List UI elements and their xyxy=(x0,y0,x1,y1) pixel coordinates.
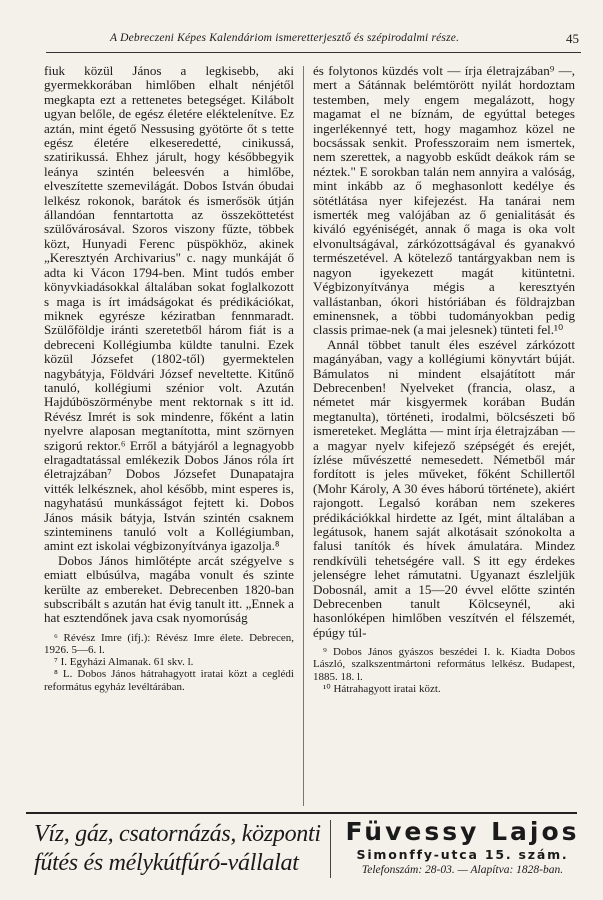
left-paragraph-1: fiuk közül János a legkisebb, aki gyermekkorában himlőben elhalt nénjétől megkapta ezt a rettenetes betegséget. Kilábolt ugyan belőle, de egész életére eléktelenítve. Ez aztán, mint égető Nessusing gyötörte őt s tette egész életére elkeseredetté, cinikussá, szatirikussá. Ehhez járult, hogy későbbegyik leánya szintén beleesvén a himlőbe, elveszítette szemevilágát. Dobos István óbudai lelkész rokonok, barátok és ismerősök útján állandóan fenntartotta az összeköttetést szülővárosával. Szoros viszony fűzte, többek közt, Hunyadi Ferenc püspökhöz, akinek „Keresztyén Archivarius" c. nagy munkáját ő adta ki Vácon 1794-ben. Mint tudós ember könyvkiadásokkal általában sokat foglalkozott s maga is írt imádságokat és prédikációkat, miknek egyrésze kéziratban fennmaradt. Szülőföldje iránti szeretetből három fiát is a debreceni Kollégiumba küldte tanulni. Ezek közül Józsefet (1802-től) gyermektelen nagybátyja, Földvári József neveltette. Kitűnő tanuló, kollégiumi szénior volt. Azután Hajdúböszörménybe ment rektornak s itt id. Révész Imrét is sok mindenre, főként a latin nyelvre alaposan megtanította, mint szörnyen szigorú rektor.⁶ Erről a bátyjáról a legnagyobb elragadtatással emlékezik Dobos János róla írt életrajzában⁷ Dobos Józsefet Dunapatajra vitték lelkésznek, ahol később, mint esperes is, nagyhatású munkásságot fejtett ki. Dobos János másik bátyja, István szintén csaknem szinteminens tanuló volt a Kollégiumban, amint ezt iskolai végbizonyítványa igazolja.⁸ xyxy=(44,63,294,554)
left-paragraph-2: Dobos János himlőtépte arcát szégyelve s emiatt elbúsúlva, magába vonult és szinte kerülte az embereket. Debrecenben 1820-ban subscribált s azután hat évig tanult itt. „Ennek a hat esztendőnek java csak nyomorúság xyxy=(44,552,294,626)
ad-line-1: Víz, gáz, csatornázás, központi xyxy=(34,821,321,847)
right-column xyxy=(313,64,575,695)
footnote-8: ⁸ L. Dobos János hátrahagyott iratai közt a ceglédi református egyház levéltárában. xyxy=(44,668,294,693)
footnote-9: ⁹ Dobos János gyászos beszédei I. k. Kiadta Dobos László, szalkszentmártoni református lelkész. Budapest, 1885. 18. l. xyxy=(313,646,575,683)
ad-company-block xyxy=(340,818,585,878)
running-header xyxy=(46,30,581,53)
ad-divider xyxy=(330,820,331,878)
ad-company-name: Füvessy Lajos xyxy=(345,817,580,846)
right-footnotes xyxy=(313,646,575,695)
left-column xyxy=(44,64,294,693)
ad-line-2: fűtés és mélykútfúró-vállalat xyxy=(34,850,299,876)
running-header-title: A Debreczeni Képes Kalendáriom ismeretterjesztő és szépirodalmi része. xyxy=(110,32,460,44)
right-paragraph-2: Annál többet tanult éles eszével zárkózott magányában, vagy a kollégiumi könyvtárt búját. Bámulatos ni mindent elsajátított már Debrecenben! Nyelveket (francia, olasz, a németet már kisgyermek korában Budán megtanulta), történeti, irodalmi, bölcsészeti bő ismereteket. Meglátta — mint írja életrajzában — a magyar nyelv kifejező szépségét és erejét, ízlése művészetté nemesedett. Németből már fordított is jeles műveket, főként Schillertől (Mohr Károly, A 30 éves háború története), akiért rajongott. Legalsó korában nem szekeres prédikációkkal hirdette az Igét, mint általában a legátusok, hanem saját alkotásait szónokolta a falusi tanítók és hívek ámulatára. Mindez rendkívüli tehetségére vall. S itt egy érdekes jelenségre lehet rámutatni. Ugyanazt észleljük Dobosnál, amit a 15—20 évvel előtte szintén Debrecenben tanult Kölcseynél, aki hasonlóképen himlőben veszítvén el félszemét, épúgy túl- xyxy=(313,336,575,640)
left-footnotes xyxy=(44,632,294,693)
ad-phone: Telefonszám: 28-03. — Alapítva: 1828-ban. xyxy=(361,864,564,876)
footnote-7: ⁷ I. Egyházi Almanak. 61 skv. l. xyxy=(54,656,194,669)
page-number: 45 xyxy=(566,31,579,46)
footnote-10: ¹⁰ Hátrahagyott iratai közt. xyxy=(323,682,441,695)
ad-services xyxy=(34,820,334,878)
column-divider xyxy=(303,66,304,806)
advertisement xyxy=(26,812,580,886)
right-paragraph-1: és folytonos küzdés volt — írja életrajzában⁹ —, mert a Sátánnak belémtörött nyilát hordoztam testemben, mely engem megalázott, hogy magamat el ne bíznám, de egyúttal beteges ingerlékennyé tett, hogy magamhoz közel ne bocsássak senkit. Professzoraim nem ismertek, nem szerettek, a nagyobb eskűdt deákok rám se néztek." E sorokban talán nem annyira a valóság, mint inkább az ő meghasonlott kedélye és sötétlátása nyer kifejezést. Ha tanárai nem ismerték meg valójában az ő genialitását és kiváló egyéniségét, annak ő maga is oka volt elvonultságával, zárkózottságával és gyanakvó természetével. A kötelező tantárgyakban nem is nagyon igyekezett magát kitüntetni. Végbizonyítványa mégis a keresztyén vallástanban, ókori históriában és földrajzban eminensnek, a többi tudományokban pedig classis primae-nek (a mai jelesnek) tünteti fel.¹⁰ xyxy=(313,63,575,338)
footnote-6: ⁶ Révész Imre (ifj.): Révész Imre élete. Debrecen, 1926. 5—6. l. xyxy=(44,631,294,657)
ad-address: Simonffy-utca 15. szám. xyxy=(356,847,569,862)
